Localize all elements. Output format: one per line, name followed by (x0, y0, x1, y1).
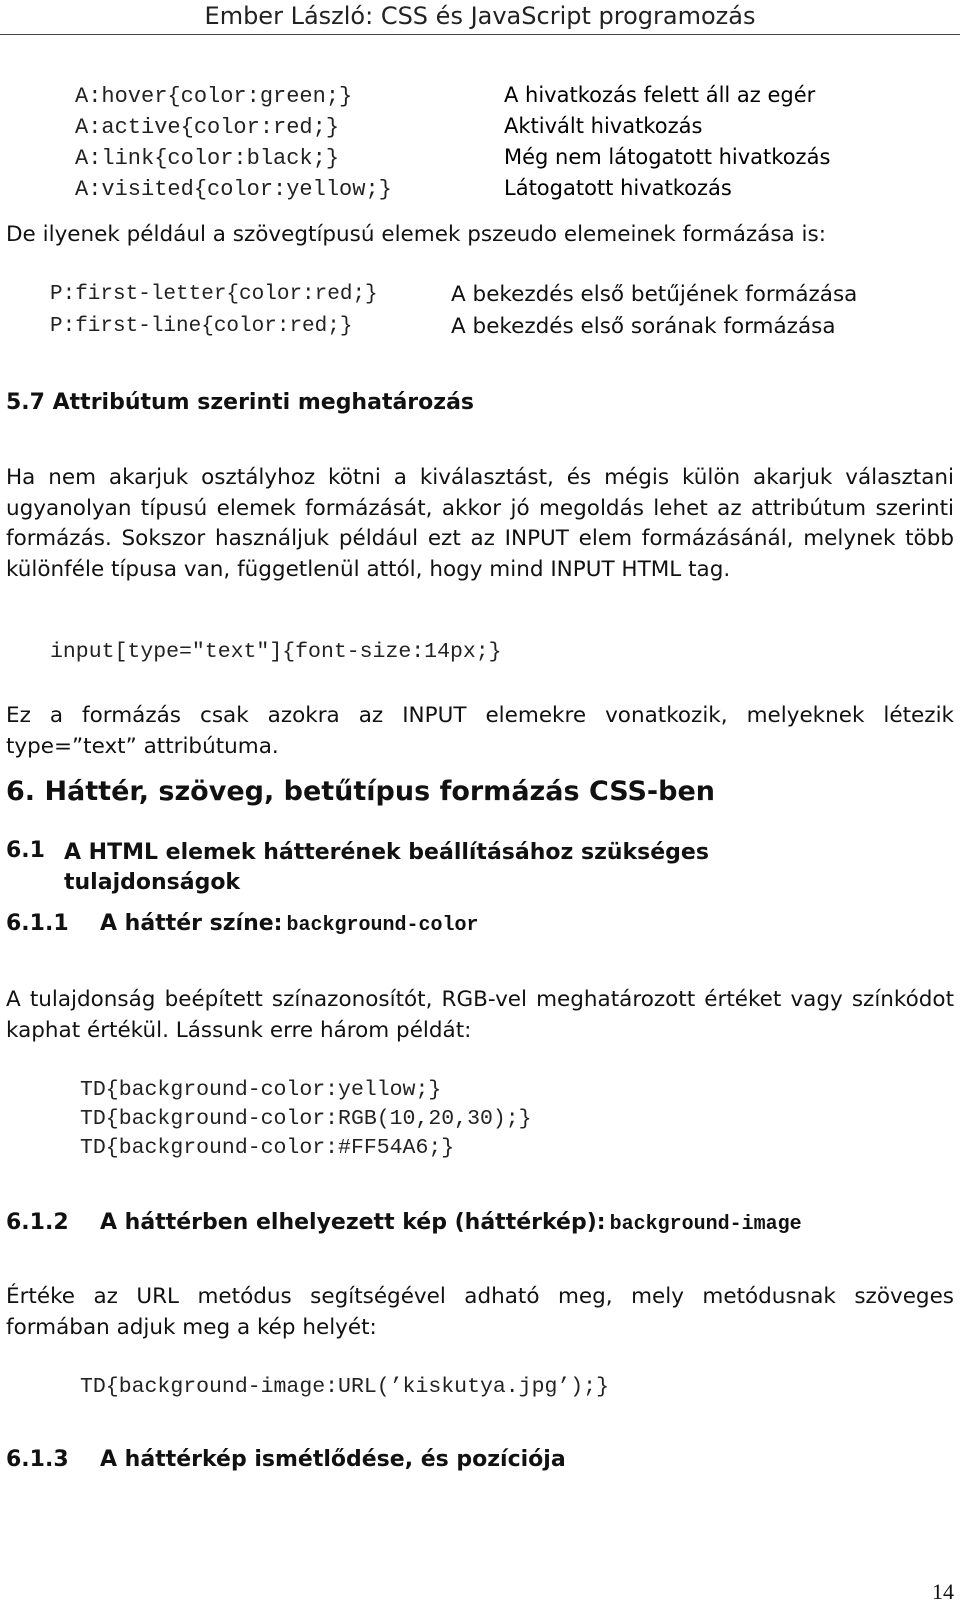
desc-link: Még nem látogatott hivatkozás (504, 145, 831, 169)
code-bg-image: TD{background-image:URL(’kiskutya.jpg’);} (80, 1375, 609, 1399)
heading-5-7: 5.7 Attribútum szerinti meghatározás (6, 390, 475, 415)
paragraph-5-7-a: Ha nem akarjuk osztályhoz kötni a kiválasztást, és mégis külön akarjuk választani ugyanolyan típusú elemek formázását, akkor jó megoldás lehet az attribútum szerinti formázás. Sokszor használjuk például ezt az INPUT elem formázásánál, melynek több különféle típusa van, függetlenül attól, hogy mind INPUT HTML tag. (6, 465, 954, 582)
code-active: A:active{color:red;} (75, 115, 340, 140)
code-bg-hex: TD{background-color:#FF54A6;} (80, 1136, 455, 1160)
desc-first-letter: A bekezdés első betűjének formázása (451, 282, 858, 307)
paragraph-6-1-1: A tulajdonság beépített színazonosítót, RGB-vel meghatározott értéket vagy színkódot kaphat értékül. Lássunk erre három példát: (6, 987, 954, 1043)
intro-paragraph: De ilyenek például a szövegtípusú elemek pszeudo elemeinek formázása is: (6, 222, 826, 247)
heading-6-1-1-wrap (100, 911, 479, 937)
heading-6-1-2-number: 6.1.2 (6, 1210, 69, 1235)
desc-active: Aktivált hivatkozás (504, 114, 703, 138)
code-first-line: P:first-line{color:red;} (50, 315, 353, 338)
heading-6-1-1-number: 6.1.1 (6, 911, 69, 936)
code-input-text: input[type="text"]{font-size:14px;} (50, 640, 502, 664)
code-bg-yellow: TD{background-color:yellow;} (80, 1078, 442, 1102)
desc-first-line: A bekezdés első sorának formázása (451, 314, 836, 339)
heading-6-1-1: A háttér színe: (100, 911, 283, 936)
paragraph-6-1-2: Értéke az URL metódus segítségével adható meg, mely metódusnak szöveges formában adjuk meg a kép helyét: (6, 1284, 954, 1340)
heading-6-1: A HTML elemek hátterének beállításához szükséges tulajdonságok (64, 840, 709, 895)
heading-6-1-2: A háttérben elhelyezett kép (háttérkép): (100, 1210, 606, 1235)
running-header: Ember László: CSS és JavaScript programozás (0, 0, 960, 35)
heading-chapter-6: 6. Háttér, szöveg, betűtípus formázás CSS-ben (6, 776, 716, 807)
page-number: 14 (932, 1579, 954, 1604)
heading-6-1-1-code: background-color (286, 914, 479, 937)
heading-6-1-number: 6.1 (6, 838, 45, 863)
heading-6-1-2-code: background-image (609, 1213, 802, 1236)
code-first-letter: P:first-letter{color:red;} (50, 283, 378, 306)
code-bg-rgb: TD{background-color:RGB(10,20,30);} (80, 1107, 532, 1131)
code-hover: A:hover{color:green;} (75, 84, 353, 109)
code-link: A:link{color:black;} (75, 146, 340, 171)
heading-6-1-3-number: 6.1.3 (6, 1447, 69, 1472)
desc-hover: A hivatkozás felett áll az egér (504, 83, 816, 107)
desc-visited: Látogatott hivatkozás (504, 176, 732, 200)
paragraph-5-7-b: Ez a formázás csak azokra az INPUT elemekre vonatkozik, melyeknek létezik type=”text” attribútuma. (6, 703, 954, 759)
heading-6-1-3: A háttérkép ismétlődése, és pozíciója (100, 1447, 566, 1472)
heading-6-1-2-wrap (100, 1210, 802, 1236)
code-visited: A:visited{color:yellow;} (75, 177, 392, 202)
